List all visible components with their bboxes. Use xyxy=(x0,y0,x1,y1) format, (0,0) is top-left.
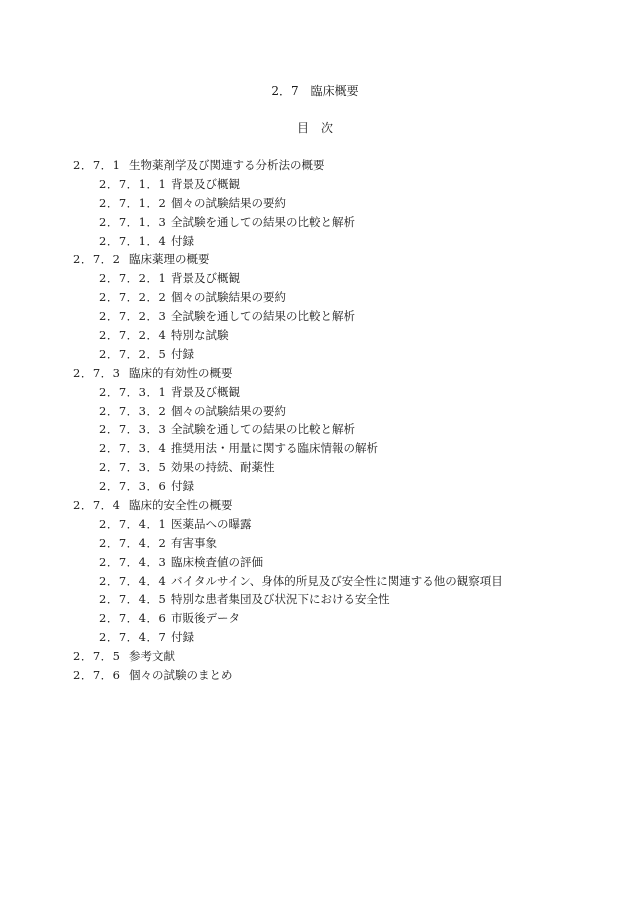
toc-entry-title: 全試験を通しての結果の比較と解析 xyxy=(171,422,355,437)
toc-entry-title: 個々の試験結果の要約 xyxy=(171,290,286,305)
toc-entry-title: 個々の試験結果の要約 xyxy=(171,195,286,210)
toc-entry-title: 付録 xyxy=(171,630,194,645)
toc-entry-number: 2．7．4．3 xyxy=(99,554,167,569)
toc-entry-title: 個々の試験のまとめ xyxy=(129,668,233,683)
toc-entry xyxy=(0,269,630,288)
toc-entry-number: 2．7．3．4 xyxy=(99,441,167,456)
toc-entry xyxy=(0,572,630,591)
toc-entry-number: 2．7．2 xyxy=(73,252,121,267)
toc-entry-number: 2．7．2．2 xyxy=(99,290,167,305)
toc-entry-number: 2．7．1 xyxy=(73,158,121,172)
toc-entry-number: 2．7．1．2 xyxy=(99,195,167,210)
toc-entry-number: 2．7．1．4 xyxy=(99,233,167,248)
toc-entry xyxy=(0,477,630,496)
toc-entry-number: 2．7．3．6 xyxy=(99,479,167,494)
toc-entry-number: 2．7．2．3 xyxy=(99,309,167,324)
toc-heading: 目 次 xyxy=(296,121,333,135)
toc-entry xyxy=(0,609,630,628)
toc-entry-title: バイタルサイン、身体的所見及び安全性に関連する他の観察項目 xyxy=(171,573,503,588)
toc-entry-title: 付録 xyxy=(171,233,194,248)
toc-entry-title: 特別な患者集団及び状況下における安全性 xyxy=(171,592,390,607)
toc-entry-number: 2．7．2．5 xyxy=(99,346,167,361)
toc-entry-number: 2．7．2．4 xyxy=(99,328,167,343)
table-of-contents xyxy=(0,156,630,685)
toc-entry-title: 臨床的安全性の概要 xyxy=(129,498,233,513)
toc-entry xyxy=(0,496,630,515)
toc-entry xyxy=(0,383,630,402)
toc-entry-title: 付録 xyxy=(171,479,194,494)
toc-entry-number: 2．7．1．3 xyxy=(99,214,167,229)
toc-entry-title: 背景及び概観 xyxy=(171,271,240,286)
toc-entry-number: 2．7．4．7 xyxy=(99,630,167,645)
toc-entry xyxy=(0,458,630,477)
toc-entry-number: 2．7．4 xyxy=(73,498,121,513)
toc-entry-title: 特別な試験 xyxy=(171,328,229,343)
toc-entry-title: 背景及び概観 xyxy=(171,384,240,399)
toc-entry xyxy=(0,364,630,383)
toc-entry xyxy=(0,156,630,175)
toc-entry xyxy=(0,439,630,458)
toc-entry-number: 2．7．4．4 xyxy=(99,573,167,588)
toc-entry xyxy=(0,232,630,251)
page-title: 2．7 臨床概要 xyxy=(271,84,359,98)
toc-entry-number: 2．7．3．5 xyxy=(99,460,167,475)
toc-entry-title: 有害事象 xyxy=(171,535,217,550)
toc-entry xyxy=(0,515,630,534)
toc-entry xyxy=(0,666,630,685)
toc-entry xyxy=(0,402,630,421)
toc-entry xyxy=(0,175,630,194)
toc-entry-title: 推奨用法・用量に関する臨床情報の解析 xyxy=(171,441,378,456)
toc-entry-title: 効果の持続、耐薬性 xyxy=(171,460,275,475)
toc-entry-title: 臨床検査値の評価 xyxy=(171,554,263,569)
toc-entry xyxy=(0,250,630,269)
toc-entry-number: 2．7．3 xyxy=(73,365,121,380)
toc-entry xyxy=(0,288,630,307)
toc-entry-number: 2．7．3．2 xyxy=(99,403,167,418)
toc-entry-number: 2．7．3．3 xyxy=(99,422,167,437)
toc-entry xyxy=(0,420,630,439)
toc-entry-number: 2．7．4．2 xyxy=(99,535,167,550)
toc-entry xyxy=(0,194,630,213)
toc-entry-title: 全試験を通しての結果の比較と解析 xyxy=(171,214,355,229)
toc-entry-number: 2．7．5 xyxy=(73,649,121,664)
toc-entry-number: 2．7．2．1 xyxy=(99,271,167,286)
toc-entry-number: 2．7．1．1 xyxy=(99,176,167,191)
toc-entry xyxy=(0,213,630,232)
toc-entry-number: 2．7．4．5 xyxy=(99,592,167,607)
toc-entry xyxy=(0,628,630,647)
toc-entry xyxy=(0,534,630,553)
toc-entry-title: 生物薬剤学及び関連する分析法の概要 xyxy=(129,158,325,172)
toc-entry-title: 医薬品への曝露 xyxy=(171,516,252,531)
toc-entry-number: 2．7．4．1 xyxy=(99,516,167,531)
toc-entry xyxy=(0,553,630,572)
toc-entry-title: 臨床的有効性の概要 xyxy=(129,365,233,380)
toc-entry-number: 2．7．4．6 xyxy=(99,611,167,626)
toc-entry-title: 参考文献 xyxy=(129,649,175,664)
toc-entry xyxy=(0,647,630,666)
toc-entry-title: 背景及び概観 xyxy=(171,176,240,191)
toc-entry-number: 2．7．3．1 xyxy=(99,384,167,399)
toc-entry-title: 臨床薬理の概要 xyxy=(129,252,210,267)
toc-entry xyxy=(0,590,630,609)
toc-entry xyxy=(0,326,630,345)
toc-entry xyxy=(0,345,630,364)
toc-entry-title: 個々の試験結果の要約 xyxy=(171,403,286,418)
toc-entry-number: 2．7．6 xyxy=(73,668,121,683)
toc-entry xyxy=(0,307,630,326)
toc-entry-title: 付録 xyxy=(171,346,194,361)
toc-entry-title: 全試験を通しての結果の比較と解析 xyxy=(171,309,355,324)
toc-entry-title: 市販後データ xyxy=(171,611,240,626)
